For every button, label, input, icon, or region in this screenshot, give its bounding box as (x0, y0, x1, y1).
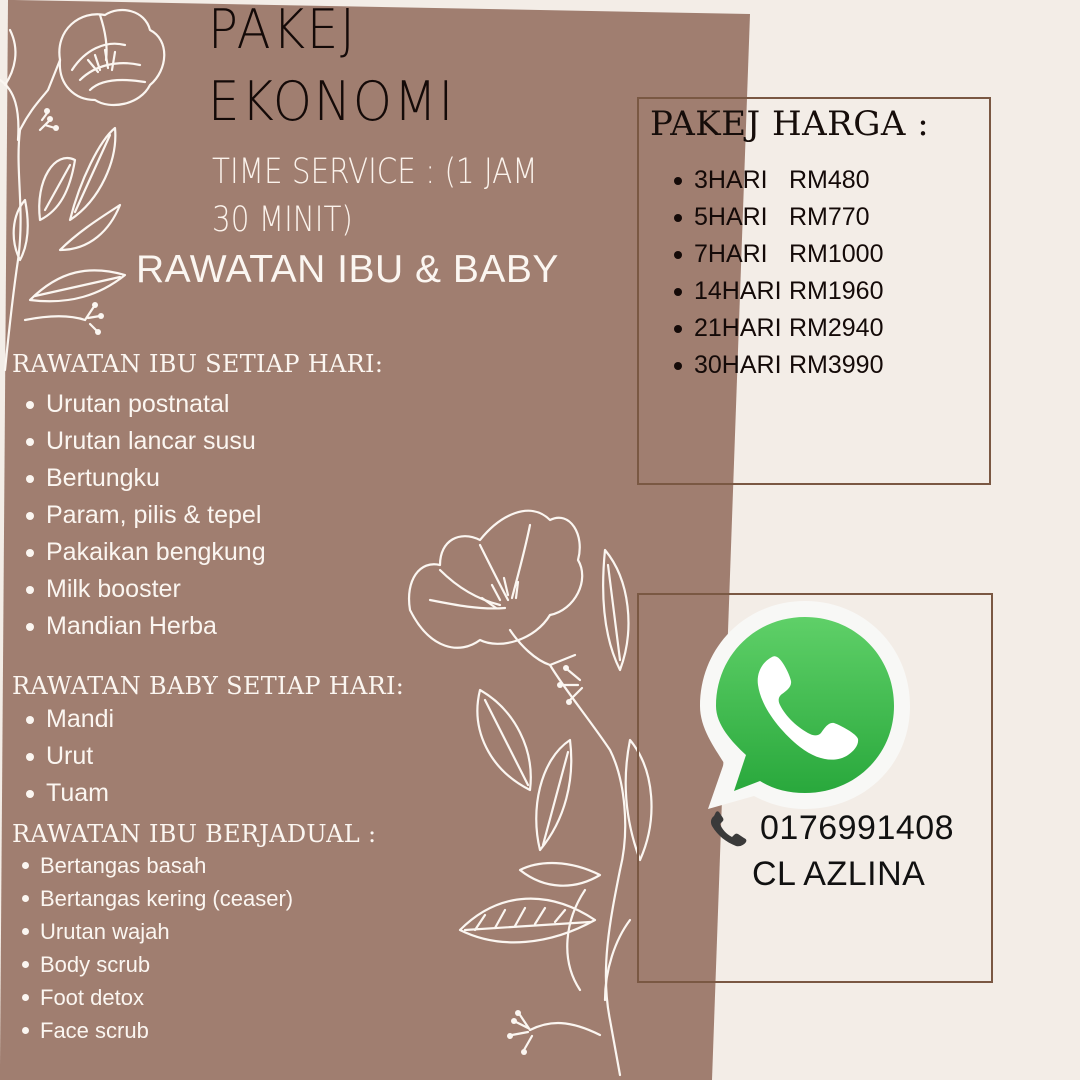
list-item: Urutan wajah (22, 915, 293, 948)
heading-rawatan-baby-setiap-hari: RAWATAN BABY SETIAP HARI: (12, 672, 405, 700)
contact-name: CL AZLINA (752, 855, 926, 893)
price-item (672, 273, 884, 310)
title-pakej: PAKEJ (208, 0, 357, 61)
time-service-text: TIME SERVICE : (1 JAM 30 MINIT) (212, 152, 538, 240)
list-item: Foot detox (22, 981, 293, 1014)
list-item: Bertangas kering (ceaser) (22, 882, 293, 915)
title-ekonomi: EKONOMI (208, 70, 456, 133)
price-days: 7HARI (694, 240, 768, 268)
pricing-title: PAKEJ HARGA : (650, 104, 930, 144)
list-item: Mandi (24, 701, 114, 738)
list-item: Bertangas basah (22, 849, 293, 882)
price-days: 3HARI (694, 166, 768, 194)
price-item (672, 236, 884, 273)
list-item: Mandian Herba (24, 608, 266, 645)
list-rawatan-ibu-setiap-hari (24, 386, 266, 645)
telephone-receiver-icon (708, 808, 752, 848)
price-item (672, 347, 884, 384)
whatsapp-icon[interactable] (694, 595, 916, 817)
phone-number[interactable]: 0176991408 (760, 808, 955, 847)
list-item: Bertungku (24, 460, 266, 497)
price-item (672, 310, 884, 347)
price-days: 30HARI (694, 351, 782, 379)
price-days: 21HARI (694, 314, 782, 342)
list-item: Tuam (24, 775, 114, 812)
price-amount: RM1960 (789, 277, 884, 305)
list-rawatan-ibu-berjadual (22, 849, 293, 1047)
price-amount: RM770 (789, 203, 870, 231)
heading-rawatan-ibu-berjadual: RAWATAN IBU BERJADUAL : (12, 820, 377, 848)
list-item: Param, pilis & tepel (24, 497, 266, 534)
subtitle-rawatan-ibu-baby: RAWATAN IBU & BABY (136, 248, 559, 291)
price-amount: RM3990 (789, 351, 884, 379)
list-item: Face scrub (22, 1014, 293, 1047)
price-days: 14HARI (694, 277, 782, 305)
price-item (672, 199, 884, 236)
pricing-list (672, 162, 884, 384)
price-amount: RM1000 (789, 240, 884, 268)
price-item (672, 162, 884, 199)
list-item: Pakaikan bengkung (24, 534, 266, 571)
list-item: Urut (24, 738, 114, 775)
price-days: 5HARI (694, 203, 768, 231)
list-item: Body scrub (22, 948, 293, 981)
list-item: Urutan lancar susu (24, 423, 266, 460)
heading-rawatan-ibu-setiap-hari: RAWATAN IBU SETIAP HARI: (12, 350, 384, 378)
list-item: Milk booster (24, 571, 266, 608)
price-amount: RM2940 (789, 314, 884, 342)
phone-row (708, 808, 954, 848)
price-amount: RM480 (789, 166, 870, 194)
list-item: Urutan postnatal (24, 386, 266, 423)
list-rawatan-baby-setiap-hari (24, 701, 114, 812)
